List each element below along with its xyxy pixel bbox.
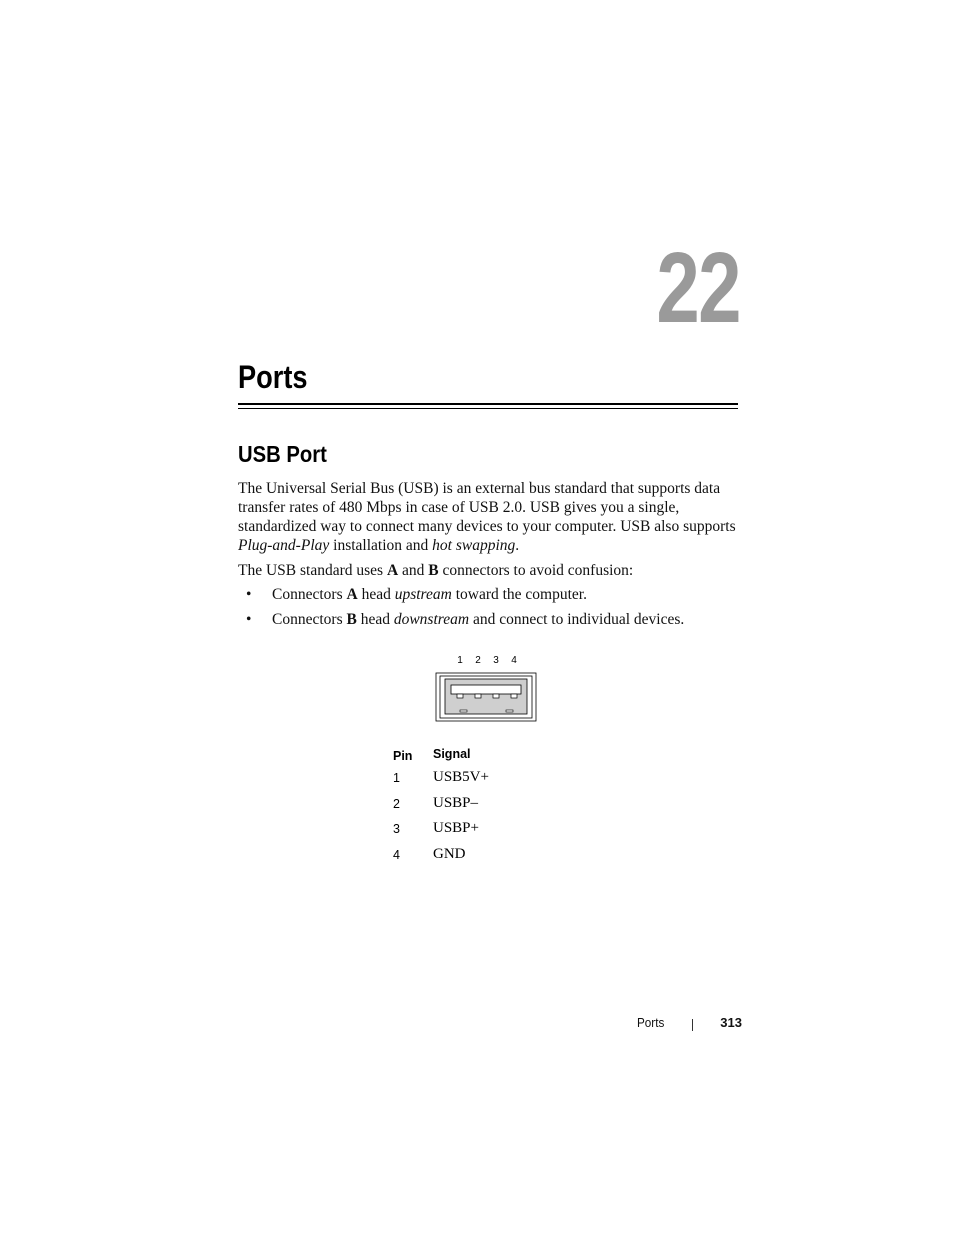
bullet-term: upstream [394, 586, 452, 603]
intro-text-b: installation and [329, 537, 433, 554]
bullet-mid: head [357, 586, 395, 603]
intro-text-a: The Universal Serial Bus (USB) is an external bus standard that supports data transfer rates of 480 Mbps in case of USB 2.0. USB gives you a single, standardized way to connect many devices to your computer. USB also supports [238, 480, 736, 535]
bullet-letter: A [346, 586, 358, 603]
table-row [393, 820, 489, 846]
contact-pin-3 [493, 694, 499, 698]
table-row [393, 846, 489, 872]
pin-number: 4 [393, 847, 400, 862]
connector-b-label: B [428, 562, 439, 579]
bullet-term: downstream [393, 611, 470, 628]
page-number: 313 [720, 1015, 742, 1030]
pin-signal: USB5V+ [433, 769, 489, 785]
usb-pin-table [393, 747, 489, 871]
pin-number: 2 [393, 796, 400, 811]
table-row [393, 795, 489, 821]
pin-label-3: 3 [493, 655, 499, 666]
chapter-rule-thin [238, 408, 738, 409]
pin-signal: USBP+ [433, 820, 479, 836]
contact-pin-4 [511, 694, 517, 698]
intro-text-c: . [515, 537, 520, 554]
table-header-row [393, 747, 489, 769]
bullet-dot: • [246, 586, 252, 603]
bullet-suffix: toward the computer. [451, 586, 587, 603]
latch-left [460, 710, 467, 712]
connector-a-label: A [386, 562, 399, 579]
contact-pin-2 [475, 694, 481, 698]
connectors-text-b: and [398, 562, 429, 579]
contact-pin-1 [457, 694, 463, 698]
connectors-text-c: connectors to avoid confusion: [438, 562, 634, 579]
bullet-dot: • [246, 611, 252, 628]
chapter-number: 22 [656, 232, 740, 344]
footer-section-name: Ports [637, 1015, 665, 1030]
list-item [238, 610, 743, 635]
column-header-pin: Pin [393, 749, 413, 763]
pin-label-4: 4 [511, 655, 517, 666]
connectors-text-a: The USB standard uses [238, 562, 387, 579]
usb-connector-diagram [430, 650, 542, 726]
pin-number: 1 [393, 771, 400, 785]
bullet-prefix: Connectors [272, 586, 347, 603]
bullet-suffix: and connect to individual devices. [469, 611, 685, 628]
pin-signal: GND [433, 845, 466, 862]
page-footer [600, 1015, 742, 1035]
pin-number: 3 [393, 822, 400, 836]
pin-signal: USBP– [433, 794, 479, 811]
list-item [238, 585, 743, 610]
bullet-mid: head [356, 611, 394, 628]
connector-list [238, 585, 743, 635]
pin-label-1: 1 [457, 655, 463, 666]
pin-label-2: 2 [475, 655, 481, 666]
contact-tongue [451, 685, 521, 694]
column-header-signal: Signal [433, 747, 471, 761]
connectors-paragraph [238, 561, 743, 580]
bullet-prefix: Connectors [272, 611, 347, 628]
term-hot-swapping: hot swapping [432, 537, 516, 554]
term-plug-and-play: Plug-and-Play [238, 537, 330, 554]
bullet-letter: B [346, 611, 357, 628]
intro-paragraph [238, 479, 743, 555]
section-title: USB Port [238, 441, 327, 467]
table-row [393, 769, 489, 795]
chapter-rule-thick [238, 403, 738, 405]
footer-separator [692, 1019, 693, 1031]
chapter-title: Ports [238, 359, 308, 395]
latch-right [506, 710, 513, 712]
